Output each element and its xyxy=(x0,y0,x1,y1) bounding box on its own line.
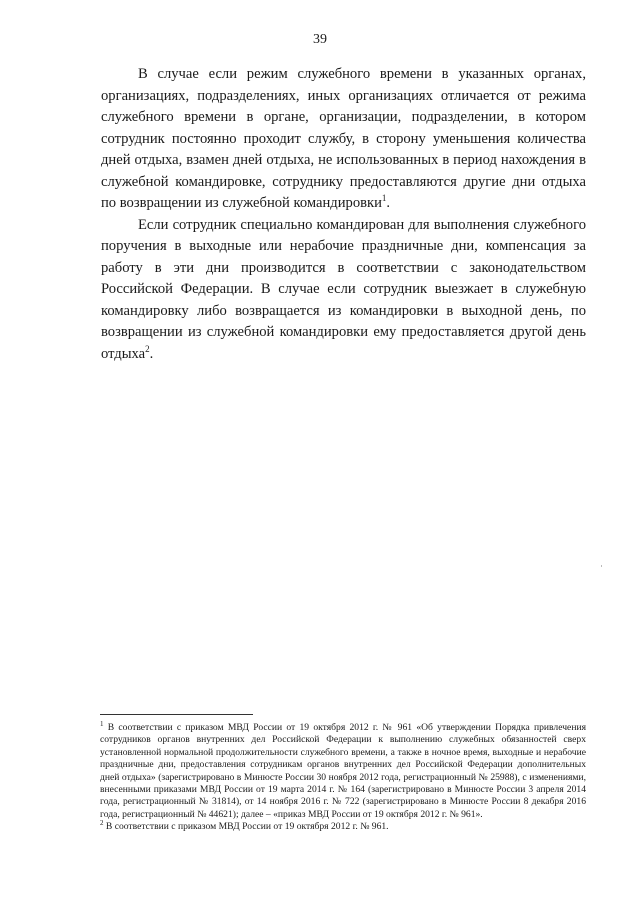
paragraph xyxy=(101,64,586,215)
footnote-text: В соответствии с приказом МВД России от 19 октября 2012 г. № 961 «Об утверждении Порядка привлечения сотрудников органов внутренних дел Российской Федерации к выполнению служебных обязанностей сверх установленной нормальной продолжительности служебного времени, а также в ночное время, выходные и нерабочие праздничные дни, предоставления сотрудникам органов внутренних дел Российской Федерации дополнительных дней отдыха» (зарегистрировано в Минюсте России 30 ноября 2012 года, регистрационный № 25988), с изменениями, внесенными приказами МВД России от 19 марта 2014 г. № 164 (зарегистрировано в Минюсте России 3 апреля 2014 года, регистрационный № 31814), от 14 ноября 2016 г. № 722 (зарегистрировано в Минюсте России 8 декабря 2016 года, регистрационный № 44621); далее – «приказ МВД России от 19 октября 2012 г. № 961». xyxy=(100,722,586,820)
footnote-mark: 2 xyxy=(100,819,104,828)
paragraph-text: В случае если режим служебного времени в указанных органах, организациях, подразделениях, иных организациях отличается от режима служебного времени в органе, организации, подразделении, в котором сотрудник постоянно проходит службу, в сторону уменьшения количества дней отдыха, взамен дней отдыха, не использованных в период нахождения в служебной командировке, сотруднику предоставляются другие дни отдыха по возвращении из служебной командировки xyxy=(101,66,586,211)
footnote-separator xyxy=(100,714,253,715)
paragraph-text: Если сотрудник специально командирован для выполнения служебного поручения в выходные или нерабочие праздничные дни, компенсация за работу в эти дни производится в соответствии с законодательством Российской Федерации. В случае если сотрудник выезжает в служебную командировку либо возвращается из командировки в выходной день, по возвращении из служебной командировки ему предоставляется другой день отдыха xyxy=(101,216,586,362)
main-text xyxy=(101,64,586,365)
footnote-mark: 1 xyxy=(100,719,104,728)
footnote-text: В соответствии с приказом МВД России от 19 октября 2012 г. № 961. xyxy=(103,821,389,833)
footnotes xyxy=(100,719,586,834)
page-number: 39 xyxy=(313,32,327,47)
footnote-reference: 2 xyxy=(145,343,150,354)
footnote-reference: 1 xyxy=(381,193,387,204)
paragraph xyxy=(101,215,586,366)
footnote xyxy=(100,821,586,833)
footnote xyxy=(100,719,586,821)
scan-speck xyxy=(601,565,602,567)
paragraph-trailing: . xyxy=(149,345,154,362)
paragraph-trailing: . xyxy=(386,195,391,211)
